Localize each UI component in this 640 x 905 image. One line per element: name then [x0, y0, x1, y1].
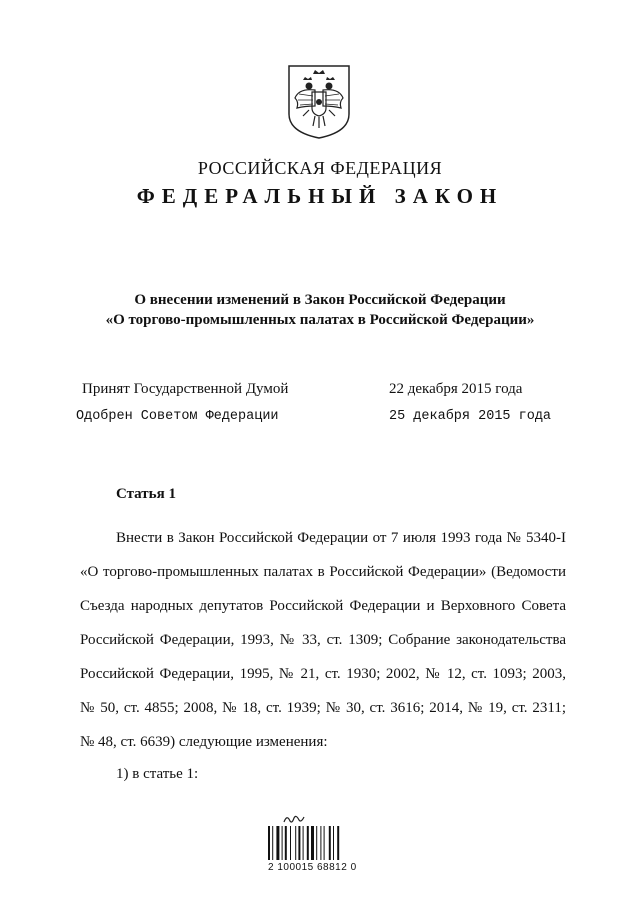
paragraph-line: № 50, ст. 4855; 2008, № 18, ст. 1939; № 30, ст. 3616; 2014, № 19, ст. 2311;	[80, 700, 566, 716]
paragraph-line: Съезда народных депутатов Российской Федерации и Верховного Совета	[80, 598, 566, 614]
country-name: РОССИЙСКАЯ ФЕДЕРАЦИЯ	[197, 158, 443, 178]
barcode-number: 2 100015 68812 0	[268, 862, 357, 873]
document-type: ФЕДЕРАЛЬНЫЙ ЗАКОН	[136, 184, 504, 208]
adoption-date: 25 декабря 2015 года	[389, 409, 552, 424]
paragraph-line: «О торгово-промышленных палатах в Российской Федерации» (Ведомости	[80, 564, 566, 580]
coat-of-arms-icon	[285, 62, 353, 140]
list-item: 1) в статье 1:	[116, 766, 199, 782]
paragraph-line: № 48, ст. 6639) следующие изменения:	[80, 734, 328, 750]
article-heading: Статья 1	[116, 486, 176, 502]
adoption-date: 22 декабря 2015 года	[389, 381, 523, 397]
law-title-line: О внесении изменений в Закон Российской Федерации	[134, 292, 506, 308]
adoption-label: Принят Государственной Думой	[82, 381, 289, 397]
barcode-icon	[268, 826, 352, 860]
paragraph-line: Российской Федерации, 1995, № 21, ст. 1930; 2002, № 12, ст. 1093; 2003,	[80, 666, 566, 682]
paragraph-line: Российской Федерации, 1993, № 33, ст. 1309; Собрание законодательства	[80, 632, 566, 648]
adoption-label: Одобрен Советом Федерации	[76, 409, 279, 424]
article-body	[80, 521, 566, 759]
handwritten-mark-icon	[282, 812, 306, 826]
law-title-line: «О торгово-промышленных палатах в Российской Федерации»	[105, 312, 535, 328]
paragraph-line: Внести в Закон Российской Федерации от 7 июля 1993 года № 5340-I	[116, 530, 566, 546]
law-title	[60, 290, 580, 330]
